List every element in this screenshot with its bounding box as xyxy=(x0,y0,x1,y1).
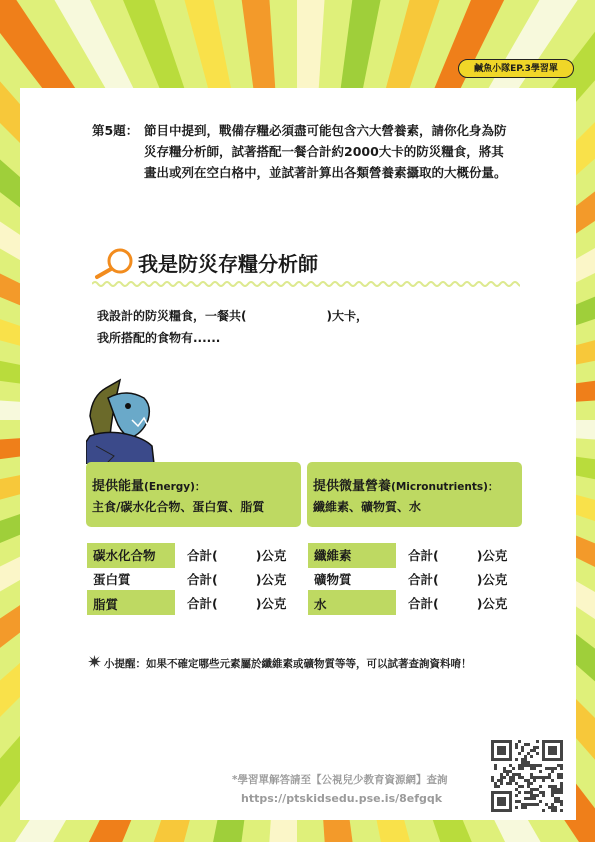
table-row xyxy=(308,567,507,591)
wavy-divider xyxy=(92,279,520,289)
table-row xyxy=(308,591,507,615)
row-label: 纖維素 xyxy=(308,543,396,567)
burst-icon xyxy=(88,655,101,668)
qr-code[interactable] xyxy=(491,740,563,812)
total-field[interactable]: 合計( )公克 xyxy=(408,572,508,587)
energy-box xyxy=(86,462,301,527)
answer-note: *學習單解答請至【公視兒少教育資源網】查詢 xyxy=(232,774,448,786)
table-row xyxy=(87,567,286,591)
magnifier-icon xyxy=(92,246,136,280)
question-number: 第5題： xyxy=(92,123,139,138)
section-title-text: 我是防災存糧分析師 xyxy=(138,252,318,276)
table-row xyxy=(87,543,286,567)
table-row xyxy=(87,591,286,615)
energy-table xyxy=(87,543,286,615)
table-row xyxy=(308,543,507,567)
micronutrient-items: 纖維素、礦物質、水 xyxy=(313,500,422,514)
episode-badge: 鹹魚小隊EP.3學習單 xyxy=(458,59,574,78)
calorie-suffix: )大卡， xyxy=(326,309,368,323)
row-label: 碳水化合物 xyxy=(87,543,175,567)
calorie-prefix: 我設計的防災糧食，一餐共( xyxy=(97,309,247,323)
tip-text: 小提醒：如果不確定哪些元素屬於纖維素或礦物質等等，可以試著查詢資料唷！ xyxy=(104,658,472,670)
row-label: 蛋白質 xyxy=(87,567,175,591)
row-label: 脂質 xyxy=(87,591,175,615)
total-field[interactable]: 合計( )公克 xyxy=(187,572,287,587)
fish-mascot-illustration xyxy=(86,376,158,464)
question-text: 節目中提到，戰備存糧必須盡可能包含六大營養素，請你化身為防災存糧分析師，試著搭配一餐合計約2000大卡的防災糧食，將其畫出或列在空白格中，並試著計算出各類營養素攝取的大概份量。 xyxy=(144,123,507,180)
row-label: 礦物質 xyxy=(308,567,396,591)
tip-note xyxy=(88,656,472,671)
total-field[interactable]: 合計( )公克 xyxy=(408,596,508,611)
micronutrient-box xyxy=(307,462,522,527)
food-line: 我所搭配的食物有...... xyxy=(97,331,221,345)
micronutrient-table xyxy=(308,543,507,615)
row-label: 水 xyxy=(308,591,396,615)
total-field[interactable]: 合計( )公克 xyxy=(187,548,287,563)
energy-heading: 提供能量(Energy)： xyxy=(92,479,206,494)
answer-link[interactable]: https://ptskidsedu.pse.is/8efgqk xyxy=(241,792,443,805)
total-field[interactable]: 合計( )公克 xyxy=(187,596,287,611)
total-field[interactable]: 合計( )公克 xyxy=(408,548,508,563)
micronutrient-heading: 提供微量營養(Micronutrients)： xyxy=(313,479,499,494)
question-block xyxy=(92,120,512,183)
calorie-line xyxy=(97,307,368,324)
energy-items: 主食/碳水化合物、蛋白質、脂質 xyxy=(92,500,265,514)
